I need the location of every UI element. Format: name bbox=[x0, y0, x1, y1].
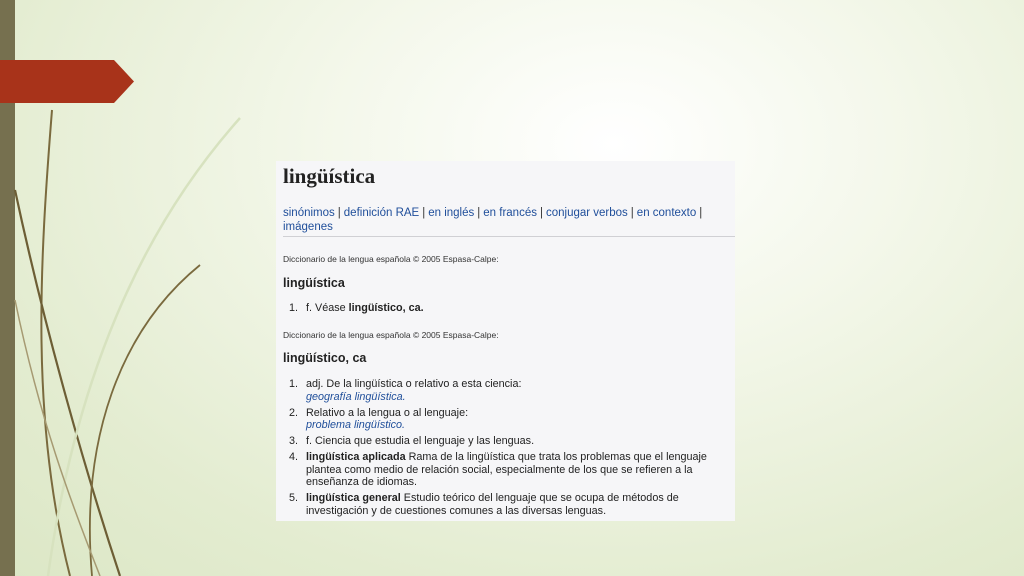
link-conjugar-verbos[interactable]: conjugar verbos bbox=[545, 207, 628, 219]
example-link[interactable]: geografía lingüística. bbox=[306, 390, 406, 403]
link-separator: | bbox=[539, 207, 543, 219]
definition-number: 1. bbox=[289, 378, 299, 390]
definition-term: lingüístico, ca. bbox=[348, 302, 424, 314]
link-separator: | bbox=[337, 207, 341, 219]
link-separator: | bbox=[422, 207, 426, 219]
link-separator: | bbox=[477, 207, 481, 219]
list-item bbox=[283, 435, 729, 448]
link-imagenes[interactable]: imágenes bbox=[283, 221, 333, 233]
definition-text: Estudio teórico del lenguaje que se ocupa de métodos de investigación y de cuestiones comunes a las diversas lenguas. bbox=[306, 492, 679, 517]
definition-number: 1. bbox=[289, 302, 299, 314]
list-item bbox=[283, 451, 729, 489]
curved-lines-icon bbox=[0, 0, 260, 576]
list-item bbox=[283, 302, 729, 315]
list-item bbox=[283, 378, 729, 403]
definition-text: Rama de la lingüística que trata los problemas que el lenguaje plantea como medio de relación social, especialmente de los que se refieren a la enseñanza de idiomas. bbox=[306, 451, 707, 488]
link-bar bbox=[283, 206, 728, 234]
entry-headword: lingüística bbox=[283, 276, 345, 290]
definition-number: 4. bbox=[289, 451, 299, 463]
definition-number: 2. bbox=[289, 406, 299, 419]
definition-term: lingüística aplicada bbox=[306, 451, 406, 463]
example-link[interactable]: problema lingüístico. bbox=[306, 419, 406, 431]
link-separator: | bbox=[630, 207, 634, 219]
definition-text: f. Ciencia que estudia el lenguaje y las lenguas. bbox=[306, 435, 535, 447]
dictionary-panel bbox=[276, 161, 735, 521]
list-item bbox=[283, 492, 729, 517]
divider bbox=[283, 236, 735, 237]
link-en-contexto[interactable]: en contexto bbox=[636, 207, 697, 219]
list-item bbox=[283, 407, 729, 432]
source-note: Diccionario de la lengua española © 2005 Espasa-Calpe: bbox=[283, 330, 499, 340]
definition-list bbox=[283, 302, 729, 318]
source-note: Diccionario de la lengua española © 2005 Espasa-Calpe: bbox=[283, 254, 499, 264]
definition-text: Relativo a la lengua o al lenguaje: bbox=[306, 406, 469, 419]
definition-text: adj. De la lingüística o relativo a esta ciencia: bbox=[306, 378, 522, 390]
link-separator: | bbox=[699, 207, 703, 219]
page-title: lingüística bbox=[283, 164, 376, 188]
definition-term: lingüística general bbox=[306, 492, 401, 504]
link-en-frances[interactable]: en francés bbox=[483, 207, 537, 219]
link-sinonimos[interactable]: sinónimos bbox=[283, 207, 335, 219]
definition-list bbox=[283, 378, 729, 521]
definition-number: 5. bbox=[289, 492, 299, 504]
link-en-ingles[interactable]: en inglés bbox=[428, 207, 475, 219]
definition-text: f. Véase bbox=[306, 302, 349, 314]
definition-number: 3. bbox=[289, 435, 299, 447]
link-definicion-rae[interactable]: definición RAE bbox=[343, 207, 420, 219]
entry-headword: lingüístico, ca bbox=[283, 351, 367, 365]
